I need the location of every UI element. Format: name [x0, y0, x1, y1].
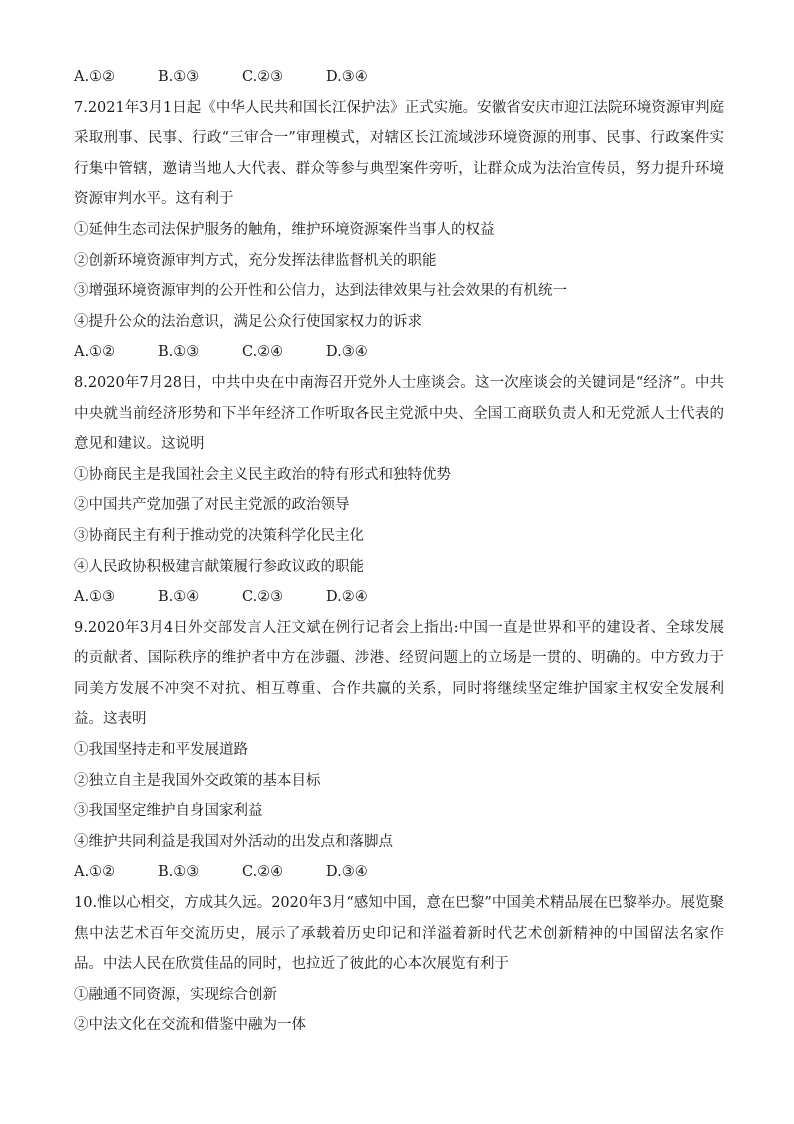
q6-options: [74, 62, 724, 93]
q9-stem: 9.2020年3月4日外交部发言人汪文斌在例行记者会上指出:中国一直是世界和平的建设者、全球发展的贡献者、国际秩序的维护者中方在涉疆、涉港、经贸问题上的立场是一贯的、明确的。中方致力于同美方发展不冲突不对抗、相互尊重、合作共赢的关系，同时将继续坚定维护国家主权安全发展利益。这表明: [74, 619, 724, 728]
q9-options: [74, 857, 724, 888]
q10-item-2: ②中法文化在交流和借鉴中融为一体: [74, 1017, 306, 1034]
option-a: A.①②: [74, 69, 116, 85]
option-b: B.①③: [158, 864, 200, 881]
q7-stem: 7.2021年3月1日起《中华人民共和国长江保护法》正式实施。安徽省安庆市迎江法院环境资源审判庭采取刑事、民事、行政“三审合一”审理模式，对辖区长江流域涉环境资源的刑事、民事、行政案件实行集中管辖，邀请当地人大代表、群众等参与典型案件旁听，让群众成为法治宣传员，努力提升环境资源审判水平。这有利于: [74, 99, 724, 208]
q10-item-1: ①融通不同资源，实现综合创新: [74, 986, 277, 1003]
option-b: B.①③: [158, 344, 200, 361]
q9-item-1: ①我国坚持走和平发展道路: [74, 742, 248, 759]
option-b: B.①③: [158, 69, 200, 85]
option-c: C.②③: [242, 589, 284, 606]
q8-item-3: ③协商民主有利于推动党的决策科学化民主化: [74, 527, 364, 544]
q9-item-2: ②独立自主是我国外交政策的基本目标: [74, 772, 321, 789]
q7-item-1: ①延伸生态司法保护服务的触角，维护环境资源案件当事人的权益: [74, 221, 495, 238]
q7-item-2: ②创新环境资源审判方式，充分发挥法律监督机关的职能: [74, 252, 437, 269]
q9-item-4: ④维护共同利益是我国对外活动的出发点和落脚点: [74, 833, 393, 850]
q8-item-4: ④人民政协积极建言献策履行参政议政的职能: [74, 558, 364, 575]
option-c: C.②④: [242, 344, 284, 361]
q8-options: [74, 582, 724, 613]
exam-page: [74, 62, 724, 1041]
q7-item-3: ③增强环境资源审判的公开性和公信力，达到法律效果与社会效果的有机统一: [74, 283, 567, 300]
option-b: B.①④: [158, 589, 200, 606]
option-a: A.①②: [74, 344, 116, 361]
option-a: A.①②: [74, 864, 116, 881]
option-d: D.③④: [326, 344, 368, 361]
q8-stem: 8.2020年7月28日，中共中央在中南海召开党外人士座谈会。这一次座谈会的关键词是“经济”。中共中央就当前经济形势和下半年经济工作听取各民主党派中央、全国工商联负责人和无党派人士代表的意见和建议。这说明: [74, 374, 724, 453]
option-a: A.①③: [74, 589, 116, 606]
q8-item-2: ②中国共产党加强了对民主党派的政治领导: [74, 497, 350, 514]
q7-options: [74, 337, 724, 368]
option-c: C.②③: [242, 69, 284, 85]
q9-item-3: ③我国坚定维护自身国家利益: [74, 803, 263, 820]
option-d: D.②④: [326, 589, 368, 606]
q10-stem: 10.惟以心相交，方成其久远。2020年3月“感知中国，意在巴黎”中国美术精品展在巴黎举办。展览聚焦中法艺术百年交流历史，展示了承载着历史印记和洋溢着新时代艺术创新精神的中国留法名家作品。中法人民在欣赏佳品的同时，也拉近了彼此的心本次展览有利于: [74, 895, 724, 973]
option-d: D.③④: [326, 69, 368, 85]
q8-item-1: ①协商民主是我国社会主义民主政治的特有形式和独特优势: [74, 466, 451, 483]
q7-item-4: ④提升公众的法治意识，满足公众行使国家权力的诉求: [74, 313, 422, 330]
option-d: D.③④: [326, 864, 368, 881]
option-c: C.②④: [242, 864, 284, 881]
